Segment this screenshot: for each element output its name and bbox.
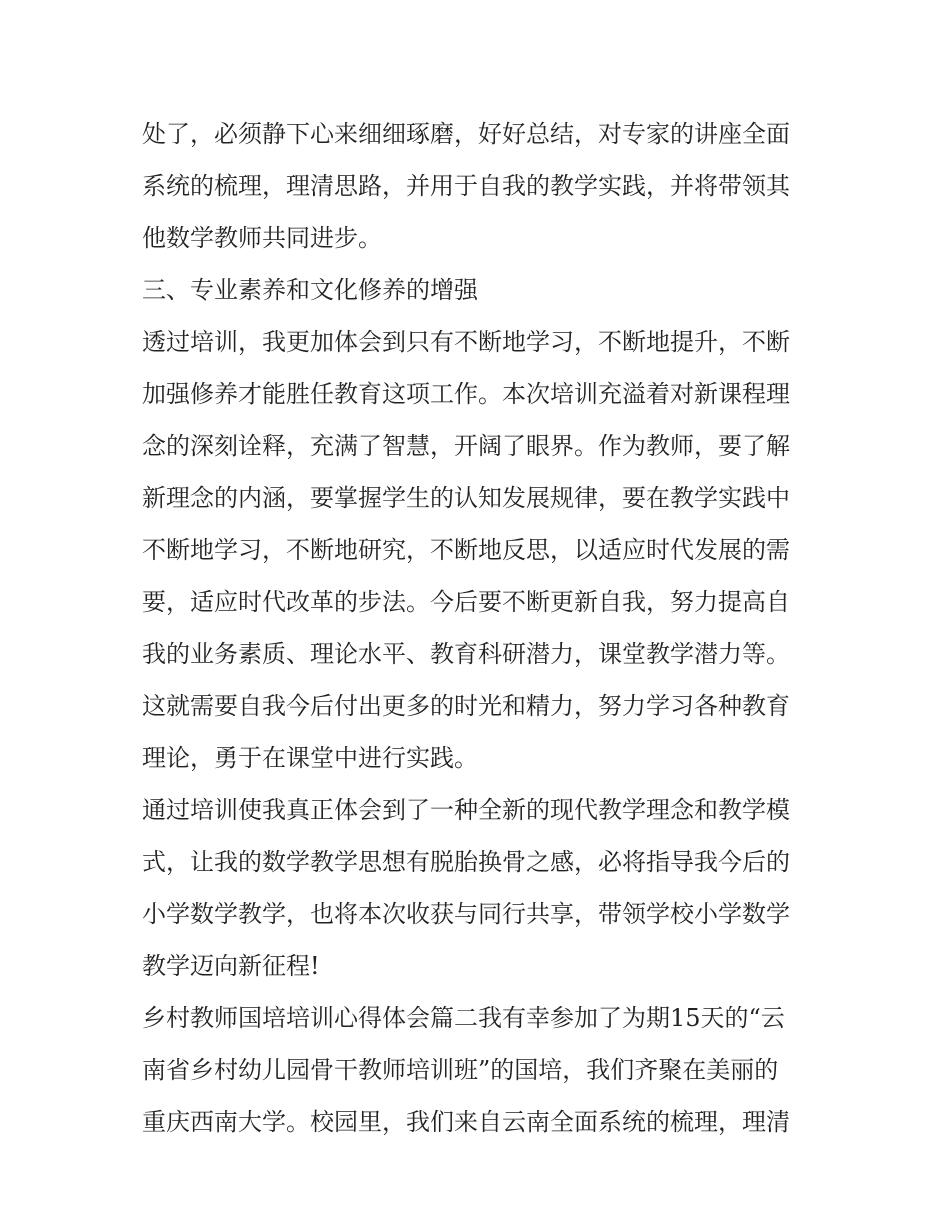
- text-line: 南省乡村幼儿园骨干教师培训班”的国培，我们齐聚在美丽的: [142, 1056, 779, 1084]
- text-line: 系统的梳理，理清思路，并用于自我的教学实践，并将带领其: [142, 172, 790, 200]
- text-line: 理论，勇于在课堂中进行实践。: [142, 744, 478, 772]
- text-line: 乡村教师国培培训心得体会篇二我有幸参加了为期15天的“云: [142, 1004, 785, 1032]
- text-line: 不断地学习，不断地研究，不断地反思，以适应时代发展的需: [142, 536, 790, 564]
- text-line: 处了，必须静下心来细细琢磨，好好总结，对专家的讲座全面: [142, 120, 790, 148]
- text-line: 这就需要自我今后付出更多的时光和精力，努力学习各种教育: [142, 692, 790, 720]
- text-line: 要，适应时代改革的步法。今后要不断更新自我，努力提高自: [142, 588, 790, 616]
- text-line: 教学迈向新征程!: [142, 952, 320, 980]
- section-heading: 三、专业素养和文化修养的增强: [142, 276, 478, 304]
- text-line: 他数学教师共同进步。: [142, 224, 382, 252]
- text-line: 重庆西南大学。校园里，我们来自云南全面系统的梳理，理清: [142, 1108, 790, 1136]
- document-body: [142, 108, 822, 1148]
- text-line: 小学数学教学，也将本次收获与同行共享，带领学校小学数学: [142, 900, 790, 928]
- text-line: 通过培训使我真正体会到了一种全新的现代教学理念和教学模: [142, 796, 790, 824]
- text-line: 透过培训，我更加体会到只有不断地学习，不断地提升，不断: [142, 328, 790, 356]
- text-line: 式，让我的数学教学思想有脱胎换骨之感，必将指导我今后的: [142, 848, 790, 876]
- text-line: 新理念的内涵，要掌握学生的认知发展规律，要在教学实践中: [142, 484, 790, 512]
- text-line: 念的深刻诠释，充满了智慧，开阔了眼界。作为教师，要了解: [142, 432, 790, 460]
- text-line: 我的业务素质、理论水平、教育科研潜力，课堂教学潜力等。: [142, 640, 790, 668]
- text-line: 加强修养才能胜任教育这项工作。本次培训充溢着对新课程理: [142, 380, 790, 408]
